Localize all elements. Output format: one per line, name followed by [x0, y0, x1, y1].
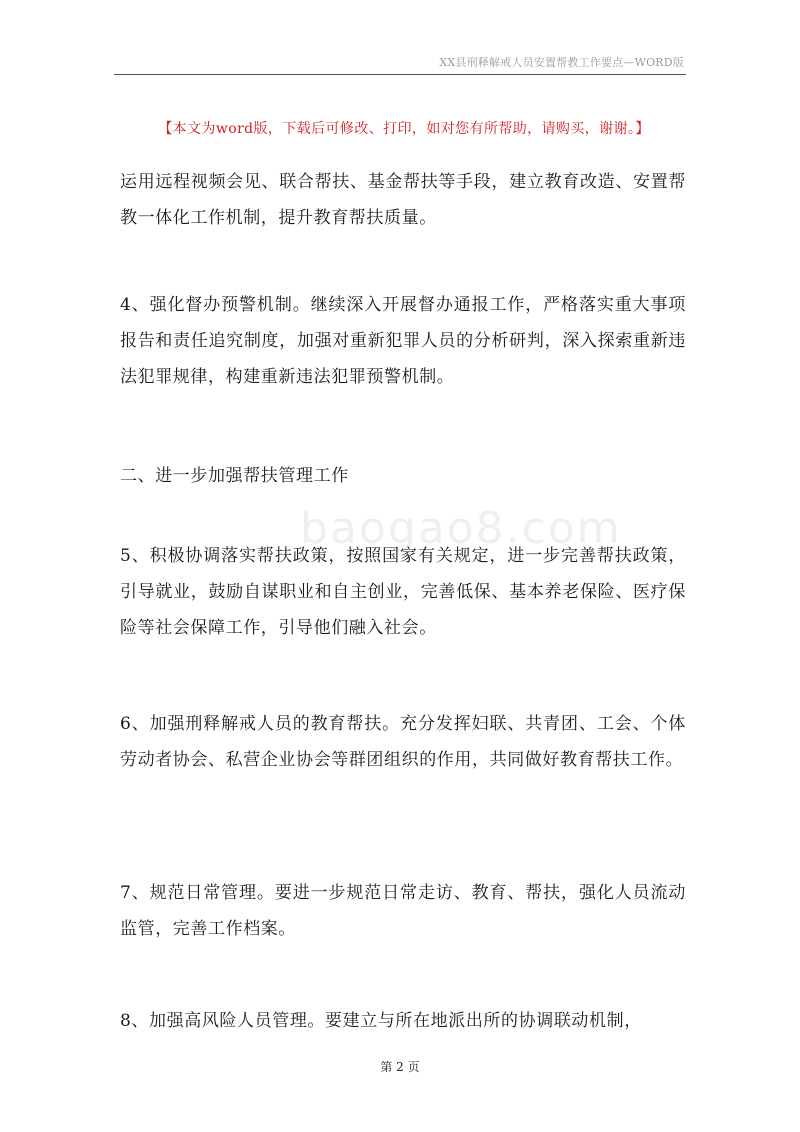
purchase-notice: 【本文为word版，下载后可修改、打印，如对您有所帮助，请购买，谢谢。】: [158, 121, 650, 137]
paragraph-intro: 运用远程视频会见、联合帮扶、基金帮扶等手段，建立教育改造、安置帮教一体化工作机制，提升教育帮扶质量。: [120, 172, 686, 228]
page-header: [114, 52, 686, 75]
section-heading-2: 二、进一步加强帮扶管理工作: [120, 466, 349, 486]
header-title: XX县刑释解戒人员安置帮教工作要点—WORD版: [439, 56, 684, 69]
paragraph-item-5: 5、积极协调落实帮扶政策，按照国家有关规定，进一步完善帮扶政策，引导就业，鼓励自谋职业和自主创业，完善低保、基本养老保险、医疗保险等社会保障工作，引导他们融入社会。: [120, 546, 686, 638]
paragraph-item-4: 4、强化督办预警机制。继续深入开展督办通报工作，严格落实重大事项报告和责任追究制度，加强对重新犯罪人员的分析研判，深入探索重新违法犯罪规律，构建重新违法犯罪预警机制。: [120, 295, 686, 387]
paragraph-item-8: 8、加强高风险人员管理。要建立与所在地派出所的协调联动机制，: [120, 1011, 642, 1031]
paragraph-item-7: 7、规范日常管理。要进一步规范日常走访、教育、帮扶，强化人员流动监管，完善工作档案。: [120, 883, 686, 939]
page-number: 第 2 页: [380, 1060, 420, 1074]
watermark: baogao8.com: [300, 503, 622, 554]
paragraph-item-6: 6、加强刑释解戒人员的教育帮扶。充分发挥妇联、共青团、工会、个体劳动者协会、私营企业协会等群团组织的作用，共同做好教育帮扶工作。: [120, 714, 686, 770]
